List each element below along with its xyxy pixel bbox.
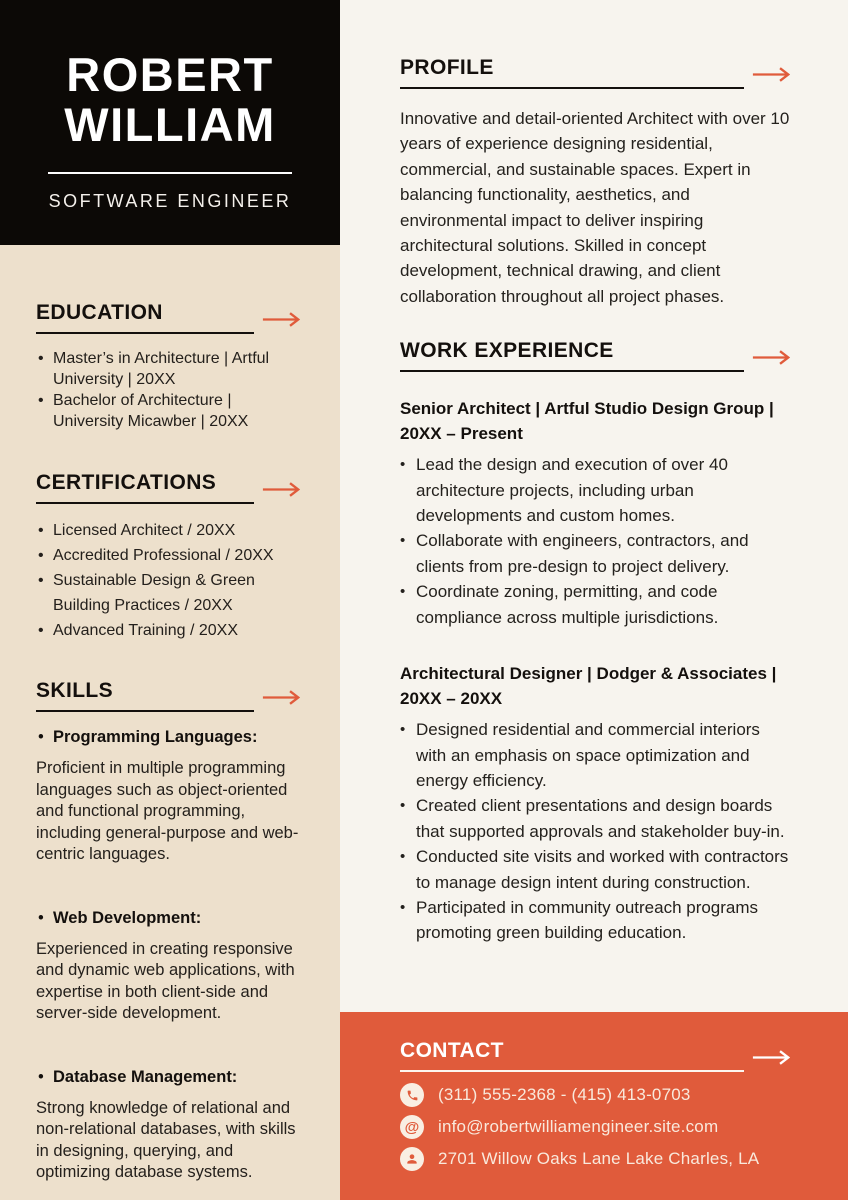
name-block: [0, 0, 340, 245]
job-title-line: Senior Architect | Artful Studio Design Group | 20XX – Present: [400, 399, 774, 444]
job-bullet: • Conducted site visits and worked with contractors to manage design intent during construction.: [400, 844, 790, 895]
education-item: • Master’s in Architecture | Artful University | 20XX: [36, 348, 300, 390]
arrow-right-icon: [262, 481, 300, 498]
name-line-1: ROBERT: [66, 48, 274, 101]
profile-section: [400, 56, 790, 309]
certification-item: • Accredited Professional / 20XX: [36, 543, 300, 568]
person-icon: [400, 1147, 424, 1171]
contact-section: [340, 1012, 848, 1200]
at-glyph: @: [404, 1118, 420, 1136]
certifications-list: [36, 518, 300, 643]
profile-heading-row: [400, 56, 790, 89]
work-experience-heading: WORK EXPERIENCE: [400, 339, 744, 372]
skill-label: • Programming Languages:: [36, 728, 300, 747]
job-bullet-list: [400, 717, 790, 946]
name-divider: [48, 172, 292, 174]
contact-heading-row: [400, 1039, 790, 1072]
arrow-right-icon: [752, 66, 790, 83]
sidebar: [0, 0, 340, 1200]
certification-item: • Advanced Training / 20XX: [36, 618, 300, 643]
arrow-right-icon: [262, 311, 300, 328]
certification-item: • Licensed Architect / 20XX: [36, 518, 300, 543]
certifications-section: [36, 471, 300, 643]
skills-heading-row: [36, 679, 300, 712]
job-bullet: • Created client presentations and design boards that supported approvals and stakeholder buy-in.: [400, 793, 790, 844]
skill-description: Strong knowledge of relational and non-relational databases, with skills in designing, querying, and optimizing database systems.: [36, 1098, 296, 1181]
at-icon: [400, 1115, 424, 1139]
job-bullet-list: [400, 452, 790, 630]
skills-heading: SKILLS: [36, 679, 254, 712]
phone-icon: [400, 1083, 424, 1107]
skill-item: [36, 1068, 300, 1184]
job-entry: [400, 661, 790, 946]
skill-label: • Web Development:: [36, 909, 300, 928]
name-line-2: WILLIAM: [64, 98, 276, 152]
contact-email-row: [400, 1115, 790, 1139]
education-list: [36, 348, 300, 432]
skills-section: [36, 679, 300, 1184]
skill-label: • Database Management:: [36, 1068, 300, 1087]
contact-heading: CONTACT: [400, 1039, 744, 1072]
main-content: [340, 0, 848, 1012]
contact-address-row: [400, 1147, 790, 1171]
work-heading-row: [400, 339, 790, 372]
job-bullet: • Participated in community outreach programs promoting green building education.: [400, 895, 790, 946]
arrow-right-icon: [752, 1049, 790, 1066]
arrow-right-icon: [262, 689, 300, 706]
main-column: [340, 0, 848, 1200]
certification-item: • Sustainable Design & Green Building Practices / 20XX: [36, 568, 300, 618]
work-experience-section: [400, 339, 790, 946]
skill-item: [36, 728, 300, 866]
skill-item: [36, 909, 300, 1025]
profile-text: Innovative and detail-oriented Architect with over 10 years of experience designing residential, commercial, and sustainable spaces. Expert in balancing functionality, aesthetics, and environmental impact to deliver inspiring architectural solutions. Skilled in concept development, technical drawing, and client collaboration throughout all project phases.: [400, 109, 790, 306]
job-bullet: • Collaborate with engineers, contractors, and clients from pre-design to project delivery.: [400, 528, 790, 579]
sidebar-content: [0, 245, 340, 1184]
spacer: [36, 1025, 300, 1052]
job-title-line: Architectural Designer | Dodger & Associates | 20XX – 20XX: [400, 664, 777, 709]
education-item: • Bachelor of Architecture | University Micawber | 20XX: [36, 390, 300, 432]
education-section: [36, 301, 300, 432]
street-address: 2701 Willow Oaks Lane Lake Charles, LA: [438, 1149, 760, 1168]
arrow-right-icon: [752, 349, 790, 366]
skill-description: Proficient in multiple programming languages such as object-oriented and functional programming, including general-purpose and web-centric languages.: [36, 759, 299, 863]
contact-phone-row: [400, 1083, 790, 1107]
education-heading: EDUCATION: [36, 301, 254, 334]
contact-rows: [400, 1083, 790, 1171]
phone-number: (311) 555-2368 - (415) 413-0703: [438, 1085, 691, 1104]
job-title: SOFTWARE ENGINEER: [48, 190, 292, 211]
certifications-heading-row: [36, 471, 300, 504]
email-address: info@robertwilliamengineer.site.com: [438, 1117, 719, 1136]
job-bullet: • Lead the design and execution of over 40 architecture projects, including urban developments and custom homes.: [400, 452, 790, 528]
job-bullet: • Coordinate zoning, permitting, and code compliance across multiple jurisdictions.: [400, 579, 790, 630]
job-bullet: • Designed residential and commercial interiors with an emphasis on space optimization and energy efficiency.: [400, 717, 790, 793]
person-name: [64, 50, 276, 151]
spacer: [36, 866, 300, 893]
education-heading-row: [36, 301, 300, 334]
job-entry: [400, 396, 790, 630]
certifications-heading: CERTIFICATIONS: [36, 471, 254, 504]
skill-description: Experienced in creating responsive and dynamic web applications, with expertise in both client-side and server-side development.: [36, 939, 295, 1022]
profile-heading: PROFILE: [400, 56, 744, 89]
